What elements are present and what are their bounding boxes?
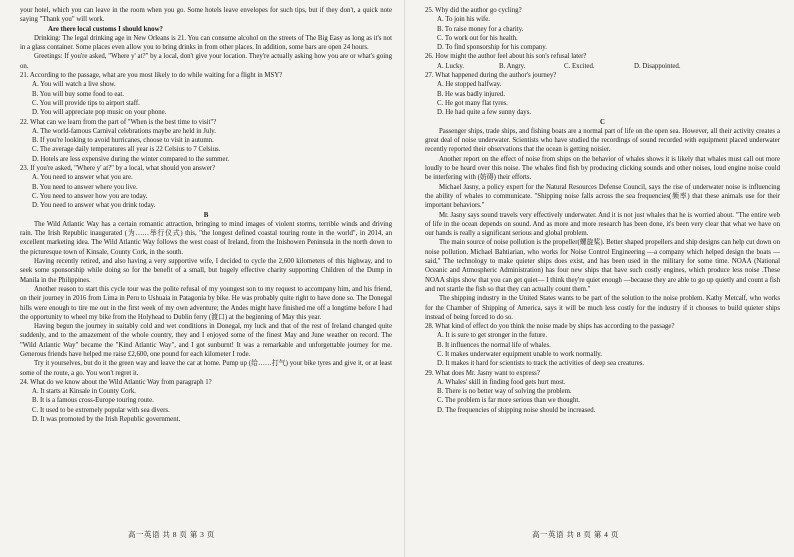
passage-c-paragraph-5: The main source of noise pollution is the propeller(螺旋桨). Better shaped propellers and ship designs can help cut down on noise pollution. Michael Bahtiarian, who works for Noise Control Engineering —a company which helped design the boats —said," The technology to make quieter ships does exist, and has been used in the military for some time. NOAA (National Oceanic and Atmospheric Administration) has four new ships that have such costly engines, which produce less noise .These NOAA ships show that you can get quiet— I think they're quiet enough —because they are able to go up quietly and count a fish and not startle the fish so that they can actually count them." [425,239,780,293]
q26-option-c: C. Excited. [564,62,595,70]
q29-option-d: D. The frequencies of shipping noise should be increased. [437,406,596,414]
question-26: 26. How might the author feel about his son's refusal later? [425,53,587,61]
passage-b-paragraph-3: Another reason to start this cycle tour was the polite refusal of my youngest son to my request to accompany him, and his friend, on their journey in 2016 from Lima in Peru to Ushuaia in Patagonia by bike. He was probably quite right to have done so. The Donegal hills were enough to tire me out in the first week of my own adventure; the Andes might have finished me off a longtime before I had the opportunity to wheel my bike from the Holyhead to Dublin ferry (渡口) at the beginning of May this year. [20,285,392,321]
q21-option-c: C. You will provide tips to airport staff. [32,99,140,107]
question-24: 24. What do we know about the Wild Atlantic Way from paragraph 1? [20,378,212,386]
question-29: 29. What does Mr. Jasny want to express? [425,369,540,377]
q25-option-a: A. To join his wife. [437,16,491,24]
q23-option-b: B. You need to answer where you live. [32,183,138,191]
q22-option-b: B. If you're looking to avoid hurricanes, choose to visit in autumn. [32,137,214,145]
q27-option-a: A. He stopped halfway. [437,81,502,89]
q26-options-row [425,62,780,71]
q24-option-a: A. It starts at Kinsale in County Cork. [32,388,136,396]
q28-option-b: B. It influences the normal life of whales. [437,341,551,349]
drinking-paragraph: Drinking: The legal drinking age in New Orleans is 21. You can consume alcohol on the streets of The Big Easy as long as it's not in a glass container. Some places even allow you to bring drinks in from other places. In addition, some bars are open 24 hours. [20,34,392,52]
question-23: 23. If you're asked, "Where y' at?" by a local, what should you answer? [20,165,216,173]
passage-b-paragraph-5: Try it yourselves, but do it the green way and leave the car at home. Pump up (给……打气) your bike tyres and give it, or at least some of the route, a go. You won't regret it. [20,360,392,377]
q27-option-b: B. He was badly injured. [437,90,506,98]
q21-option-a: A. You will watch a live show. [32,81,116,89]
passage-c-paragraph-6: The shipping industry in the United States wants to be part of the solution to the noise problem. Kathy Metcalf, who works for the Chamber of Shipping of America, says it will be much less costly for the industry if it chooses to build quieter ships instead of being forced to do so. [425,295,780,321]
customs-heading: Are there local customs I should know? [48,25,163,33]
passage-c-paragraph-3: Michael Jasny, a policy expert for the Natural Resources Defense Council, says the rise of underwater noise is influencing the ability of whales to communicate. "Shipping noise falls across the sea frequencies(频率) that these animals use for their important behaviors." [425,183,780,210]
question-27: 27. What happened during the author's journey? [425,72,557,80]
page-4-footer: 高一英语 共 8 页 第 4 页 [532,530,619,539]
page-3-footer: 高一英语 共 8 页 第 3 页 [128,530,215,539]
passage-c-paragraph-2: Another report on the effect of noise from ships on the behavior of whales shows it is likely that whales must call out more loudly to be heard over this noise. The whales find fish by producing clicking sounds and other noises, loud engine noise could be interfering with (妨碍) their efforts. [425,155,780,182]
q29-option-c: C. The problem is far more serious than we thought. [437,397,580,405]
passage-c-paragraph-4: Mr. Jasny says sound travels very effectively underwater. And it is not just whales that he is worried about. "The entire web of life in the ocean depends on sound. And as more and more research has been done, it's been very clear that what we have on our hands is really a significant serious and global problem. [425,211,780,238]
passage-b-paragraph-2: Having recently retired, and also having a very supportive wife, I decided to cycle the 2,600 kilometers of this highway, and to seek some sponsorship while doing so for the benefit of a small, but hugely effective charity supporting Children of the Dump in Manila in the Philippines. [20,258,392,284]
question-28: 28. What kind of effect do you think the noise made by ships has according to the passage? [425,323,675,331]
section-b-label: B [203,211,209,219]
passage-b-paragraph-4: Having begun the journey in suitably cold and wet conditions in Donegal, my luck and that of the rest of Ireland changed quite suddenly, and to the amazement of the whole country, they and I enjoyed some of the finest May and June weather on record. The "Wild Atlantic Way" became the "Kind Atlantic Way", and I got sunburnt! It was a remarkable and unforgettable journey for me. Generous friends have helped me raise £2,600, one pound for each kilometer I rode. [20,323,392,358]
q23-option-c: C. You need to answer how you are today. [32,192,148,200]
q26-option-a: A. Lucky. [437,62,465,70]
q25-option-d: D. To find sponsorship for his company. [437,44,547,52]
q21-option-d: D. You will appreciate pop music on your phone. [32,109,167,117]
section-c-label: C [600,118,605,126]
q24-option-b: B. It is a famous cross-Europe touring route. [32,397,154,405]
passage-a-end-paragraph: your hotel, which you can leave in the room when you go. Some hotels leave envelopes for such tips, but if they don't, a quick note saying "Thank you" will work. [20,7,392,24]
q23-option-a: A. You need to answer what you are. [32,174,133,182]
page-3-column [20,6,392,521]
page-fold-divider [404,0,405,557]
q22-option-a: A. The world-famous Carnival celebrations maybe are held in July. [32,127,216,135]
q24-option-c: C. It used to be extremely popular with sea divers. [32,406,170,414]
q26-option-d: D. Disappointed. [634,62,681,70]
q27-option-c: C. He got many flat tyres. [437,99,508,107]
question-21: 21. According to the passage, what are you most likely to do while waiting for a flight in MSY? [20,72,283,80]
q25-option-c: C. To work out for his health. [437,34,518,42]
q26-option-b: B. Angry. [499,62,526,70]
q22-option-c: C. The average daily temperatures all year is 22 Celsius to 7 Celsius. [32,146,221,154]
q28-option-a: A. It is sure to get stronger in the future. [437,332,548,340]
q21-option-b: B. You will buy some food to eat. [32,90,125,98]
q22-option-d: D. Hotels are less expensive during the winter compared to the summer. [32,155,230,163]
q25-option-b: B. To raise money for a charity. [437,25,524,33]
passage-b-paragraph-1: The Wild Atlantic Way has a certain romantic attraction, bringing to mind images of violent storms, terrible winds and driving rain. The Irish Republic inaugurated (为……举行仪式) this, "the longest defined coastal touring route in the world", in 2014, an excellent marketing idea. The Wild Atlantic Way follows the west coast of Ireland, from the Inishowen Peninsula in the north down to the picturesque town of Kinsale, County Cork, in the south. [20,220,392,256]
question-25: 25. Why did the author go cycling? [425,7,522,14]
q23-option-d: D. You need to answer what you drink today. [32,202,156,210]
q28-option-d: D. It makes it hard for scientists to track the activities of deep sea creatures. [437,360,645,368]
page-4-column [425,6,780,521]
q24-option-d: D. It was promoted by the Irish Republic government. [32,416,181,424]
q28-option-c: C. It makes underwater equipment unable to work normally. [437,350,602,358]
q29-option-b: B. There is no better way of solving the problem. [437,388,572,396]
question-22: 22. What can we learn from the part of "When is the best time to visit"? [20,118,217,126]
passage-c-paragraph-1: Passenger ships, trade ships, and fishing boats are a normal part of life on the open sea. However, all their activity creates a great deal of noise underwater. Scientists who have studied the recordings of sound recorded with equipment placed underwater recently reported their observations that the ocean is getting noisier. [425,127,780,154]
q29-option-a: A. Whales' skill in finding food gets hurt most. [437,378,566,386]
q27-option-d: D. He had quite a few sunny days. [437,109,532,117]
greetings-paragraph: Greetings: If you're asked, "Where y' at?" by a local, don't give your location. They're actually asking how you are or what's going on. [20,53,392,70]
